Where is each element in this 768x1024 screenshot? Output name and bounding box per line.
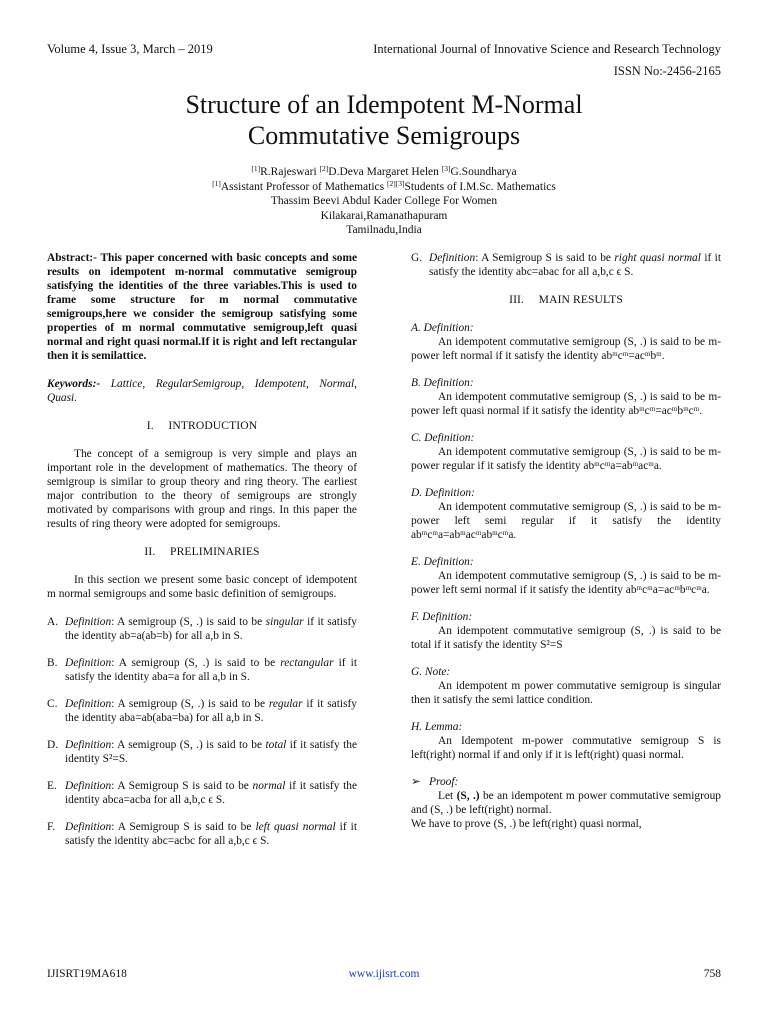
definition-text: if it satisfy the identity aba=a for all a,b in S. [65, 657, 357, 683]
result-text: An idempotent commutative semigroup (S, .) is said to be total if it satisfy the identity S²=S [411, 625, 721, 651]
definition-item [47, 697, 357, 725]
footer-paper-id: IJISRT19MA618 [47, 968, 127, 980]
affil-mark: [1] [212, 178, 221, 188]
result-title: E. Definition: [411, 556, 474, 568]
result-title: B. Definition: [411, 377, 474, 389]
definition-item [47, 779, 357, 807]
definition-text: if it satisfy the identity abc=abac for all a,b,c ϵ S. [429, 252, 721, 278]
definition-term: regular [268, 698, 303, 710]
title-line-1: Structure of an Idempotent M-Normal [185, 90, 583, 119]
result-item [411, 376, 721, 418]
definition-text: : A semigroup (S, .) is said to be [111, 657, 281, 669]
proof-text-line: We have to prove (S, .) be left(right) quasi normal, [411, 818, 642, 830]
author-name: D.Deva Margaret Helen [328, 166, 442, 178]
abstract: Abstract:- This paper concerned with basic concepts and some results on idempotent m-normal commutative semigroup satisfying the identities of the three variables.This is used to frame some structure for m normal commutative semigroups,here we consider the semigroup satisfying some properties of m normal commutative semigroup,left quasi normal and right quasi normal.If it is right and left rectangular then it is semilattice. [47, 252, 357, 362]
definition-item [47, 820, 357, 848]
result-item [411, 431, 721, 473]
result-text: An idempotent commutative semigroup (S, .) is said to be m-power regular if it satisfy the identity abᵐcᵐa=abᵐacᵐa. [411, 446, 721, 472]
title-line-2: Commutative Semigroups [247, 121, 521, 150]
affiliation-city: Kilakarai,Ramanathapuram [320, 209, 448, 222]
proof-text-part: Let [438, 790, 457, 802]
result-item [411, 486, 721, 542]
result-title: C. Definition: [411, 432, 475, 444]
definition-text: if it satisfy the identity S²=S. [65, 739, 357, 765]
author-name: R.Rajeswari [260, 166, 320, 178]
header-issn: ISSN No:-2456-2165 [613, 64, 721, 78]
section-heading-main-results: III. MAIN RESULTS [509, 293, 623, 306]
result-title: G. Note: [411, 666, 451, 678]
result-title: F. Definition: [411, 611, 473, 623]
affil-mark: [2][3] [386, 178, 405, 188]
footer-page-number: 758 [703, 968, 721, 980]
author-names [0, 165, 768, 180]
section-heading-introduction: I. INTRODUCTION [146, 419, 258, 432]
affil-mark: [1] [251, 164, 261, 173]
definition-label: Definition [65, 739, 112, 751]
result-title: H. Lemma: [411, 721, 463, 733]
definition-label: Definition [65, 698, 112, 710]
footer-website-link[interactable]: www.ijisrt.com [348, 968, 420, 980]
definition-label: Definition [65, 657, 112, 669]
header-volume: Volume 4, Issue 3, March – 2019 [47, 42, 213, 56]
keywords [47, 377, 357, 405]
header-journal: International Journal of Innovative Science and Research Technology [373, 42, 721, 56]
keywords-text: Lattice, RegularSemigroup, Idempotent, Normal, Quasi. [47, 378, 357, 404]
result-text: An idempotent commutative semigroup (S, .) is said to be m-power left normal if it satisfy the identity abᵐcᵐ=acᵐbᵐ. [411, 336, 721, 362]
preliminaries-text: In this section we present some basic concept of idempotent m normal semigroups and some basic definition of semigroups. [47, 574, 357, 600]
definition-text: : A Semigroup S is said to be [475, 252, 615, 264]
definition-text: if it satisfy the identity aba=ab(aba=ba) for all a,b in S. [65, 698, 357, 724]
result-text: An idempotent commutative semigroup (S, .) is said to be m-power left quasi normal if it satisfy the identity abᵐcᵐ=acᵐbᵐcᵐ. [411, 391, 721, 417]
definition-text: if it satisfy the identity abca=acba for all a,b,c ϵ S. [65, 780, 357, 806]
definition-term: right quasi normal [614, 252, 701, 264]
item-letter: B. [47, 657, 58, 669]
definition-label: Definition [429, 252, 476, 264]
definition-list [47, 615, 357, 848]
result-item [411, 321, 721, 363]
definition-item [47, 656, 357, 684]
result-item [411, 555, 721, 597]
proof-text-part: be an idempotent m power commutative semigroup and (S, .) be left(right) normal. [411, 790, 721, 816]
affiliation-state: Tamilnadu,India [346, 224, 422, 237]
proof-label: Proof: [429, 776, 459, 788]
author-block [0, 165, 768, 238]
result-title: A. Definition: [411, 322, 474, 334]
right-column [411, 251, 721, 831]
definition-item [47, 738, 357, 766]
author-roles [0, 180, 768, 195]
item-letter: C. [47, 698, 58, 710]
definition-term: rectangular [280, 657, 334, 669]
definition-item [47, 615, 357, 643]
arrow-bullet-icon: ➢ [411, 776, 421, 788]
definition-term: total [265, 739, 287, 751]
author-role: Students of I.M.Sc. Mathematics [404, 180, 556, 193]
definition-text: : A Semigroup S is said to be [111, 821, 256, 833]
paper-title [0, 89, 768, 151]
left-column [47, 251, 357, 861]
definition-term: normal [252, 780, 286, 792]
item-letter: G. [411, 252, 423, 264]
definition-label: Definition [65, 616, 112, 628]
definition-text: : A Semigroup S is said to be [111, 780, 253, 792]
result-text: An idempotent commutative semigroup (S, .) is said to be m-power left semi regular if it satisfy the identity abᵐcᵐa=abᵐacᵐabᵐcᵐa. [411, 501, 721, 541]
section-heading-preliminaries: II. PRELIMINARIES [144, 545, 260, 558]
result-text: An idempotent commutative semigroup (S, .) is said to be m-power left semi normal if it satisfy the identity abᵐcᵐa=acᵐbᵐcᵐa. [411, 570, 721, 596]
definition-item [411, 251, 721, 279]
result-title: D. Definition: [411, 487, 475, 499]
definition-text: : A semigroup (S, .) is said to be [111, 698, 269, 710]
result-item [411, 610, 721, 652]
result-item [411, 665, 721, 707]
keywords-label: Keywords:- [47, 378, 101, 390]
item-letter: E. [47, 780, 57, 792]
item-letter: A. [47, 616, 59, 628]
item-letter: F. [47, 821, 56, 833]
result-text: An idempotent m power commutative semigroup is singular then it satisfy the semi lattice condition. [411, 680, 721, 706]
item-letter: D. [47, 739, 59, 751]
result-item [411, 720, 721, 762]
definition-label: Definition [65, 780, 112, 792]
definition-label: Definition [65, 821, 112, 833]
affil-mark: [2] [319, 164, 329, 173]
author-name: G.Soundharya [450, 166, 517, 178]
affiliation-college: Thassim Beevi Abdul Kader College For Women [270, 195, 498, 208]
affil-mark: [3] [441, 164, 451, 173]
introduction-text: The concept of a semigroup is very simple and plays an important role in the development of mathematics. The theory of semigroup is similar to group theory and ring theory. The earliest major contribution to the theory of semigroups are strongly motivated by comparisons with group and rings. In this paper the results of ring theory were adopted for semigroups. [47, 448, 357, 530]
definition-text: if it satisfy the identity ab=a(ab=b) for all a,b in S. [65, 616, 357, 642]
proof-text-bold: (S, .) [456, 790, 480, 802]
definition-text: : A semigroup (S, .) is said to be [111, 739, 266, 751]
proof-heading [411, 775, 721, 789]
result-text: An Idempotent m-power commutative semigroup S is left(right) normal if and only if it is left(right) quasi normal. [411, 735, 721, 761]
author-role: Assistant Professor of Mathematics [220, 180, 387, 193]
definition-text: if it satisfy the identity abc=acbc for all a,b,c ϵ S. [65, 821, 358, 847]
proof-text [411, 789, 721, 817]
definition-term: singular [265, 616, 304, 628]
definition-text: : A semigroup (S, .) is said to be [111, 616, 266, 628]
definition-term: left quasi normal [255, 821, 336, 833]
